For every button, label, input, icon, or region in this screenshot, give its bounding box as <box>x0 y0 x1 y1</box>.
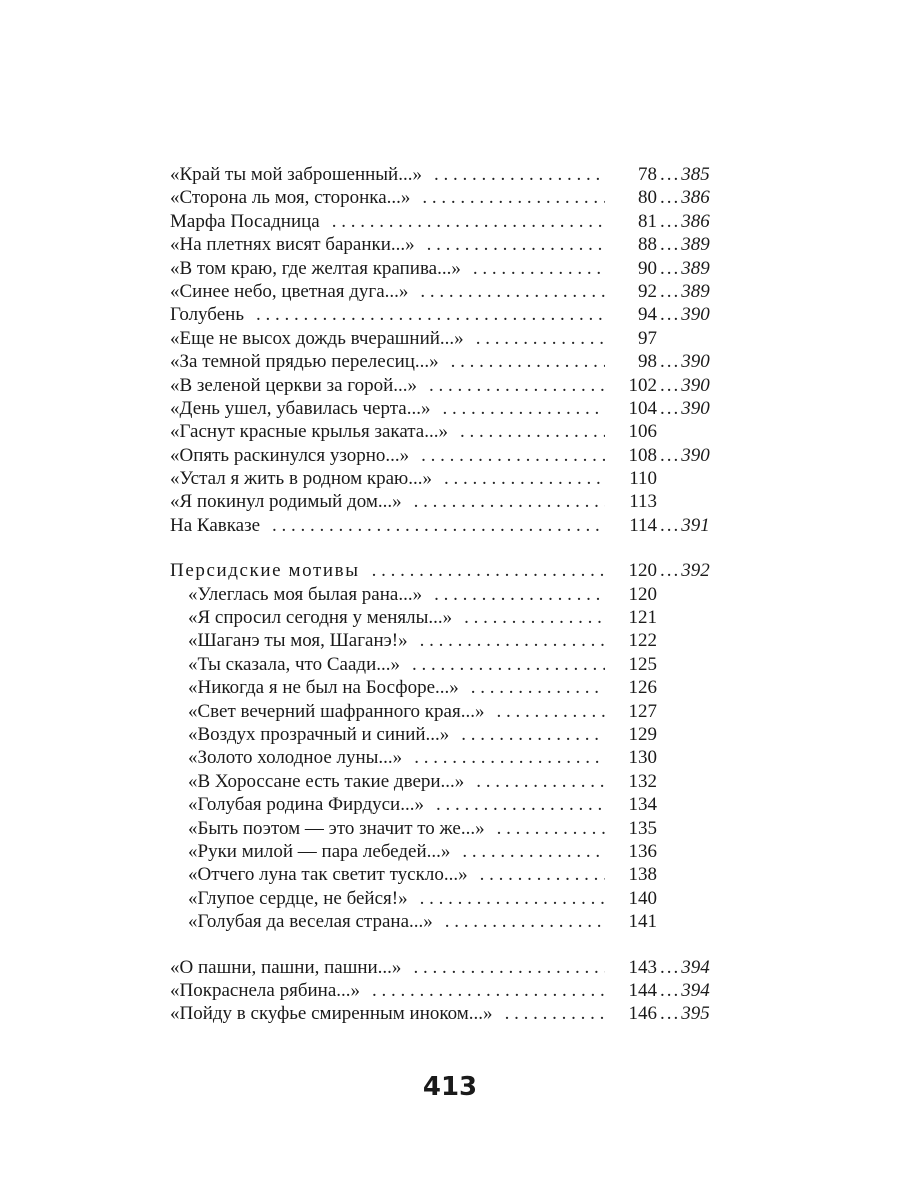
entry-page: 94 <box>638 304 657 326</box>
entry-title: «Улеглась моя былая рана...» <box>188 583 423 605</box>
entry-page: 81 <box>638 210 657 232</box>
dot-leader <box>413 956 605 979</box>
dot-leader <box>442 397 605 420</box>
entry-page: 121 <box>628 607 657 629</box>
entry-title: «На плетнях висят баранки...» <box>170 234 415 256</box>
dot-leader <box>420 629 605 652</box>
entry-separator: ... <box>660 210 681 232</box>
entry-page: 138 <box>628 864 657 886</box>
entry-separator: ... <box>660 560 681 582</box>
dot-leader <box>434 583 605 606</box>
toc-group-1 <box>170 163 730 537</box>
toc-entry <box>170 397 730 420</box>
entry-note-page: 389 <box>681 257 710 279</box>
entry-separator: ... <box>660 979 681 1001</box>
entry-separator: ... <box>660 280 681 302</box>
entry-page: 135 <box>628 817 657 839</box>
dot-leader <box>420 887 605 910</box>
dot-leader <box>372 559 605 582</box>
entry-separator: ... <box>660 374 681 396</box>
entry-title: «Воздух прозрачный и синий...» <box>188 723 450 745</box>
entry-title: «Голубая да веселая страна...» <box>188 911 433 933</box>
entry-title: «В зеленой церкви за горой...» <box>170 374 418 396</box>
toc-subentry <box>170 583 730 606</box>
entry-title: «Свет вечерний шафранного края...» <box>188 700 485 722</box>
entry-page: 114 <box>629 514 657 536</box>
entry-title: «Еще не высох дождь вчерашний...» <box>170 327 464 349</box>
entry-note-page: 386 <box>681 210 710 232</box>
toc-entry <box>170 350 730 373</box>
entry-page: 78 <box>638 164 657 185</box>
dot-leader <box>429 374 605 397</box>
entry-page: 146 <box>628 1003 657 1025</box>
entry-title: «Опять раскинулся узорно...» <box>170 444 410 466</box>
dot-leader <box>471 676 605 699</box>
entry-title: «Никогда я не был на Босфоре...» <box>188 677 459 699</box>
entry-title: «Устал я жить в родном краю...» <box>170 468 433 490</box>
entry-page: 102 <box>628 374 657 396</box>
entry-title: «Ты сказала, что Саади...» <box>188 653 400 675</box>
entry-page: 110 <box>629 468 657 490</box>
entry-title: «Шаганэ ты моя, Шаганэ!» <box>188 630 408 652</box>
toc-entry <box>170 233 730 256</box>
toc-entry <box>170 210 730 233</box>
toc-entry <box>170 979 730 1002</box>
entry-page: 134 <box>628 794 657 816</box>
toc-entry <box>170 163 730 186</box>
entry-page: 141 <box>628 911 657 933</box>
entry-page: 127 <box>628 700 657 722</box>
entry-title: Голубень <box>170 304 244 326</box>
dot-leader <box>414 490 605 513</box>
section-title: Персидские мотивы <box>170 560 360 582</box>
toc-entry <box>170 186 730 209</box>
dot-leader <box>451 350 605 373</box>
entry-page: 140 <box>628 887 657 909</box>
toc-entry <box>170 303 730 326</box>
toc-entry <box>170 956 730 979</box>
entry-title: «Край ты мой заброшенный...» <box>170 164 422 185</box>
entry-page: 120 <box>628 560 657 582</box>
entry-title: «Быть поэтом — это значит то же...» <box>188 817 485 839</box>
entry-separator: ... <box>660 956 681 978</box>
dot-leader <box>372 979 605 1002</box>
entry-separator: ... <box>660 444 681 466</box>
entry-title: «Руки милой — пара лебедей...» <box>188 840 451 862</box>
toc-subentry <box>170 700 730 723</box>
entry-title: «День ушел, убавилась черта...» <box>170 397 431 419</box>
entry-page: 143 <box>628 956 657 978</box>
entry-page: 144 <box>628 979 657 1001</box>
entry-page: 108 <box>628 444 657 466</box>
dot-leader <box>445 910 605 933</box>
toc-entry <box>170 514 730 537</box>
dot-leader <box>461 723 605 746</box>
entry-title: «Голубая родина Фирдуси...» <box>188 794 424 816</box>
entry-title: Марфа Посадница <box>170 210 320 232</box>
toc-entry <box>170 1002 730 1025</box>
toc-entry <box>170 444 730 467</box>
entry-title: «Синее небо, цветная дуга...» <box>170 280 409 302</box>
entry-separator: ... <box>660 397 681 419</box>
entry-title: «Покраснела рябина...» <box>170 979 361 1001</box>
entry-separator: ... <box>660 514 681 536</box>
entry-note-page: 392 <box>681 560 710 582</box>
dot-leader <box>427 233 605 256</box>
toc-subentry <box>170 770 730 793</box>
entry-separator: ... <box>660 304 681 326</box>
entry-title: «Сторона ль моя, сторонка...» <box>170 187 411 209</box>
toc-subentry <box>170 606 730 629</box>
toc-subentry <box>170 863 730 886</box>
entry-page: 88 <box>638 234 657 256</box>
entry-title: На Кавказе <box>170 514 261 536</box>
entry-title: «Пойду в скуфье смиренным иноком...» <box>170 1003 493 1025</box>
toc-subentry <box>170 653 730 676</box>
entry-page: 98 <box>638 351 657 373</box>
entry-title: «Я спросил сегодня у менялы...» <box>188 607 453 629</box>
entry-title: «Я покинул родимый дом...» <box>170 491 402 513</box>
table-of-contents <box>170 163 730 1026</box>
entry-page: 92 <box>638 280 657 302</box>
entry-page: 97 <box>638 327 657 349</box>
entry-page: 126 <box>628 677 657 699</box>
dot-leader <box>473 257 605 280</box>
toc-entry <box>170 327 730 350</box>
entry-title: «В том краю, где желтая крапива...» <box>170 257 461 279</box>
dot-leader <box>460 420 605 443</box>
toc-entry <box>170 280 730 303</box>
dot-leader <box>476 327 605 350</box>
toc-subentry <box>170 840 730 863</box>
entry-title: «Отчего луна так светит тускло...» <box>188 864 468 886</box>
entry-page: 122 <box>628 630 657 652</box>
toc-entry <box>170 257 730 280</box>
dot-leader <box>256 303 605 326</box>
dot-leader <box>421 444 605 467</box>
entry-separator: ... <box>660 187 681 209</box>
entry-page: 90 <box>638 257 657 279</box>
entry-page: 129 <box>628 723 657 745</box>
entry-separator: ... <box>660 257 681 279</box>
entry-title: «Гаснут красные крылья заката...» <box>170 421 448 443</box>
entry-note-page: 390 <box>681 397 710 419</box>
toc-entry <box>170 490 730 513</box>
entry-note-page: 394 <box>681 956 710 978</box>
entry-title: «В Хороссане есть такие двери...» <box>188 770 465 792</box>
section-heading <box>170 559 730 582</box>
toc-entry <box>170 374 730 397</box>
entry-title: «Золото холодное луны...» <box>188 747 403 769</box>
entry-page: 106 <box>628 421 657 443</box>
entry-note-page: 386 <box>681 187 710 209</box>
dot-leader <box>496 700 605 723</box>
dot-leader <box>272 514 605 537</box>
entry-note-page: 395 <box>681 1003 710 1025</box>
entry-note-page: 390 <box>681 444 710 466</box>
entry-page: 136 <box>628 840 657 862</box>
entry-note-page: 385 <box>681 164 710 185</box>
entry-page: 130 <box>628 747 657 769</box>
entry-separator: ... <box>660 164 681 185</box>
dot-leader <box>505 1002 605 1025</box>
toc-subentry <box>170 887 730 910</box>
entry-note-page: 389 <box>681 234 710 256</box>
dot-leader <box>444 467 605 490</box>
dot-leader <box>462 840 605 863</box>
dot-leader <box>434 163 605 186</box>
dot-leader <box>497 817 605 840</box>
entry-separator: ... <box>660 1003 681 1025</box>
dot-leader <box>414 746 605 769</box>
dot-leader <box>332 210 605 233</box>
entry-page: 132 <box>628 770 657 792</box>
toc-section-persian <box>170 559 730 933</box>
dot-leader <box>464 606 605 629</box>
entry-page: 80 <box>638 187 657 209</box>
toc-subentry <box>170 817 730 840</box>
dot-leader <box>422 186 605 209</box>
entry-page: 113 <box>629 491 657 513</box>
toc-subentry <box>170 746 730 769</box>
toc-subentry <box>170 910 730 933</box>
entry-separator: ... <box>660 234 681 256</box>
toc-subentry <box>170 676 730 699</box>
page-number: 413 <box>422 1072 478 1102</box>
dot-leader <box>436 793 605 816</box>
toc-entry <box>170 467 730 490</box>
entry-title: «О пашни, пашни, пашни...» <box>170 956 402 978</box>
entry-note-page: 394 <box>681 979 710 1001</box>
entry-note-page: 389 <box>681 280 710 302</box>
entry-note-page: 390 <box>681 304 710 326</box>
entry-note-page: 390 <box>681 351 710 373</box>
entry-title: «За темной прядью перелесиц...» <box>170 351 439 373</box>
entry-page: 104 <box>628 397 657 419</box>
toc-subentry <box>170 793 730 816</box>
toc-group-3 <box>170 956 730 1026</box>
dot-leader <box>480 863 605 886</box>
dot-leader <box>476 770 605 793</box>
entry-page: 120 <box>628 583 657 605</box>
entry-note-page: 390 <box>681 374 710 396</box>
entry-note-page: 391 <box>681 514 710 536</box>
toc-subentry <box>170 629 730 652</box>
entry-separator: ... <box>660 351 681 373</box>
entry-title: «Глупое сердце, не бейся!» <box>188 887 408 909</box>
dot-leader <box>420 280 605 303</box>
entry-page: 125 <box>628 653 657 675</box>
toc-entry <box>170 420 730 443</box>
dot-leader <box>412 653 605 676</box>
toc-subentry <box>170 723 730 746</box>
